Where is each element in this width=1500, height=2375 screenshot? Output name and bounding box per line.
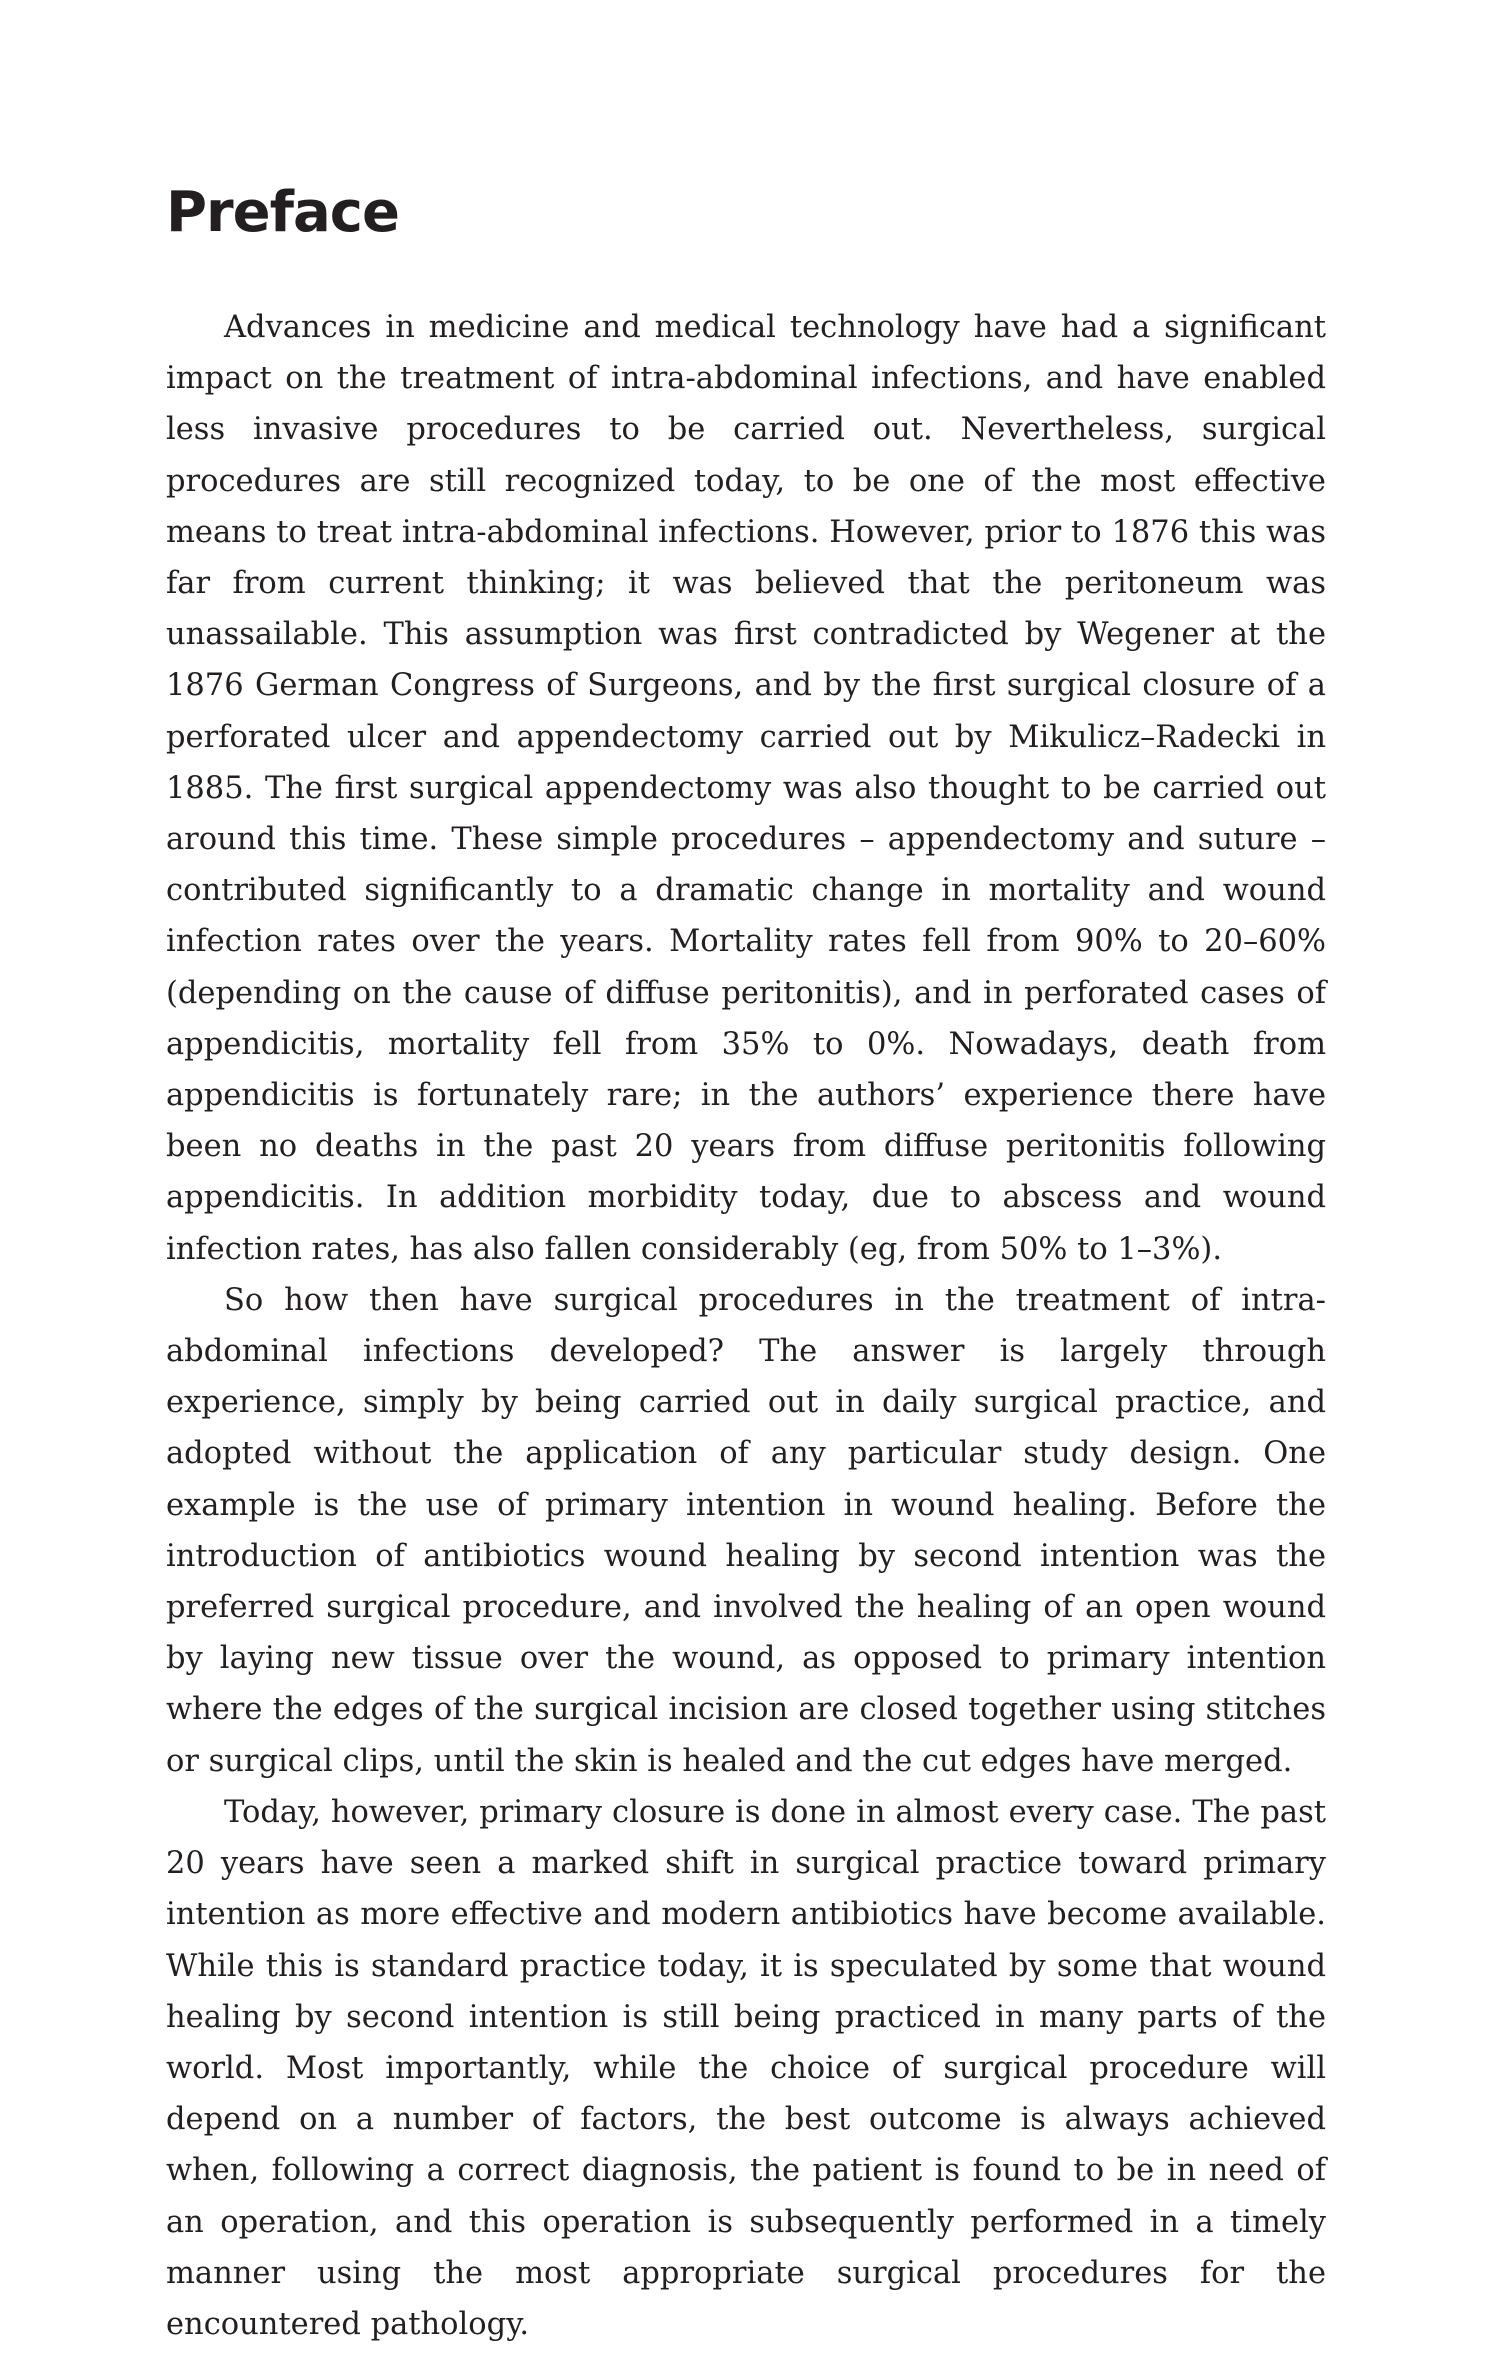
page-title: Preface <box>166 180 399 245</box>
paragraph-1: Advances in medicine and medical technology have had a significant impact on the treatment of intra-abdominal infections, and have enabled less invasive procedures to be carried out. Nevertheless, surgical procedures are still recognized today, to be one of the most effective means to treat intra-abdominal infections. However, prior to 1876 this was far from current thinking; it was believed that the peritoneum was unassailable. This assumption was first contradicted by Wegener at the 1876 German Congress of Surgeons, and by the first surgical closure of a perforated ulcer and appendectomy carried out by Mikulicz–Radecki in 1885. The first surgical appendectomy was also thought to be carried out around this time. These simple procedures – appendectomy and suture – contributed significantly to a dramatic change in mortality and wound infection rates over the years. Mortality rates fell from 90% to 20–60% (depending on the cause of diffuse peritonitis), and in perforated cases of appendicitis, mortality fell from 35% to 0%. Nowadays, death from appendicitis is fortunately rare; in the authors’ experience there have been no deaths in the past 20 years from diffuse peritonitis following appendicitis. In addition morbidity today, due to abscess and wound infection rates, has also fallen considerably (eg, from 50% to 1–3%). <box>166 310 1326 1267</box>
paragraph-3: Today, however, primary closure is done in almost every case. The past 20 years have seen a marked shift in surgical practice toward primary intention as more effective and modern antibiotics have become available. While this is standard practice today, it is speculated by some that wound healing by second intention is still being practiced in many parts of the world. Most importantly, while the choice of surgical procedure will depend on a number of factors, the best outcome is always achieved when, following a correct diagnosis, the patient is found to be in need of an operation, and this operation is subsequently performed in a timely manner using the most appropriate surgical procedures for the encountered pathology. <box>166 1794 1326 2342</box>
paragraph-2: So how then have surgical procedures in the treatment of intra-abdominal infections developed? The answer is largely through experience, simply by being carried out in daily surgical practice, and adopted without the application of any particular study design. One example is the use of primary intention in wound healing. Before the introduction of antibiotics wound healing by second intention was the preferred surgical procedure, and involved the healing of an open wound by laying new tissue over the wound, as opposed to primary intention where the edges of the surgical incision are closed together using stitches or surgical clips, until the skin is healed and the cut edges have merged. <box>166 1282 1326 1779</box>
preface-body <box>166 302 1326 2350</box>
